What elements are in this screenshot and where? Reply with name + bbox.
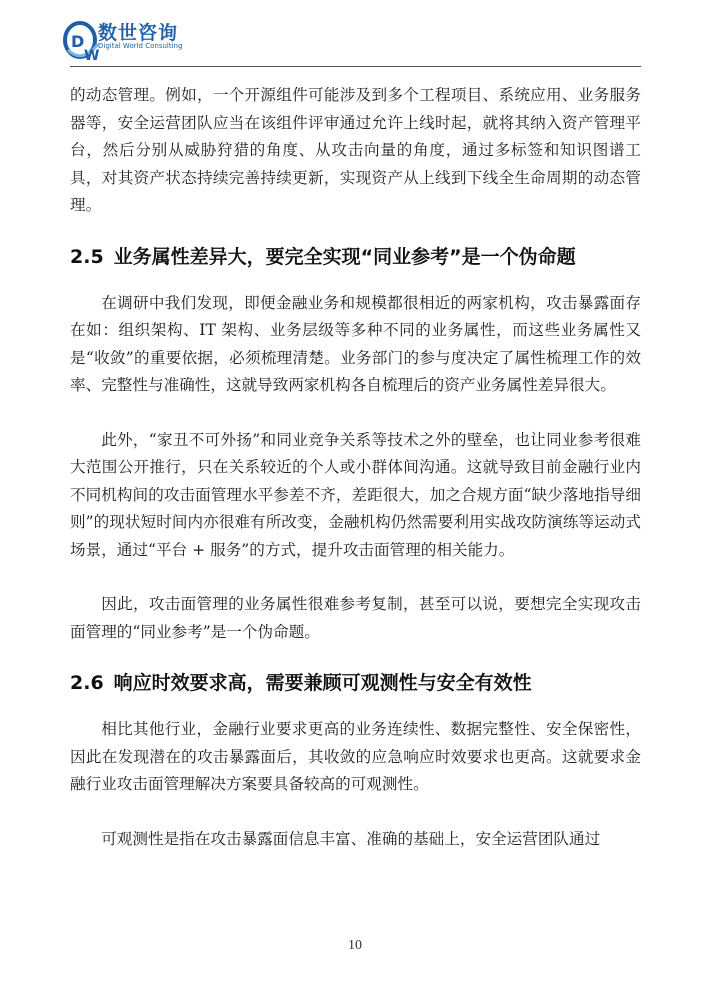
company-logo	[62, 16, 202, 68]
paragraph: 此外，“家丑不可外扬”和同业竞争关系等技术之外的壁垒，也让同业参考很难大范围公开推行，只在关系较近的个人或小群体间沟通。这就导致目前金融行业内不同机构间的攻击面管理水平参差不齐，差距很大，加之合规方面“缺少落地指导细则”的现状短时间内亦很难有所改变，金融机构仍然需要利用实战攻防演练等运动式场景，通过“平台 + 服务”的方式，提升攻击面管理的相关能力。	[70, 430, 641, 559]
svg-text:W: W	[84, 48, 100, 64]
paragraph: 因此，攻击面管理的业务属性很难参考复制，甚至可以说，要想完全实现攻击面管理的“同业参考”是一个伪命题。	[70, 595, 641, 641]
paragraph: 可观测性是指在攻击暴露面信息丰富、准确的基础上，安全运营团队通过	[101, 829, 601, 848]
paragraph: 在调研中我们发现，即便金融业务和规模都很相近的两家机构，攻击暴露面存在如：组织架构、IT 架构、业务层级等多种不同的业务属性，而这些业务属性又是“收敛”的重要依据，必须梳理清楚。业务部门的参与度决定了属性梳理工作的效率、完整性与准确性，这就导致两家机构各自梳理后的资产业务属性差异很大。	[70, 293, 641, 394]
page-header	[0, 0, 710, 76]
section-number: 2.6	[70, 672, 104, 694]
section-heading-2-6	[70, 668, 641, 698]
section-number: 2.5	[70, 245, 104, 268]
header-divider	[70, 66, 641, 67]
svg-text:D: D	[71, 32, 85, 51]
logo-name: 数世咨询	[98, 22, 179, 44]
logo-mark-icon	[62, 20, 102, 64]
paragraph: 相比其他行业，金融行业要求更高的业务连续性、数据完整性、安全保密性，因此在发现潜在的攻击暴露面后，其收敛的应急响应时效要求也更高。这就要求金融行业攻击面管理解决方案要具备较高的可观测性。	[70, 720, 641, 793]
logo-subtitle: Digital World Consulting	[98, 42, 183, 50]
page-number: 10	[348, 938, 362, 953]
section-title: 响应时效要求高，需要兼顾可观测性与安全有效性	[113, 672, 532, 694]
paragraph-continued: 的动态管理。例如，一个开源组件可能涉及到多个工程项目、系统应用、业务服务器等，安全运营团队应当在该组件评审通过允许上线时起，就将其纳入资产管理平台，然后分别从威胁狩猎的角度、从攻击向量的角度，通过多标签和知识图谱工具，对其资产状态持续完善持续更新，实现资产从上线到下线全生命周期的动态管理。	[70, 86, 641, 214]
section-title: 业务属性差异大，要完全实现“同业参考”是一个伪命题	[113, 245, 576, 268]
page-body	[70, 82, 641, 853]
section-heading-2-5	[70, 242, 641, 272]
